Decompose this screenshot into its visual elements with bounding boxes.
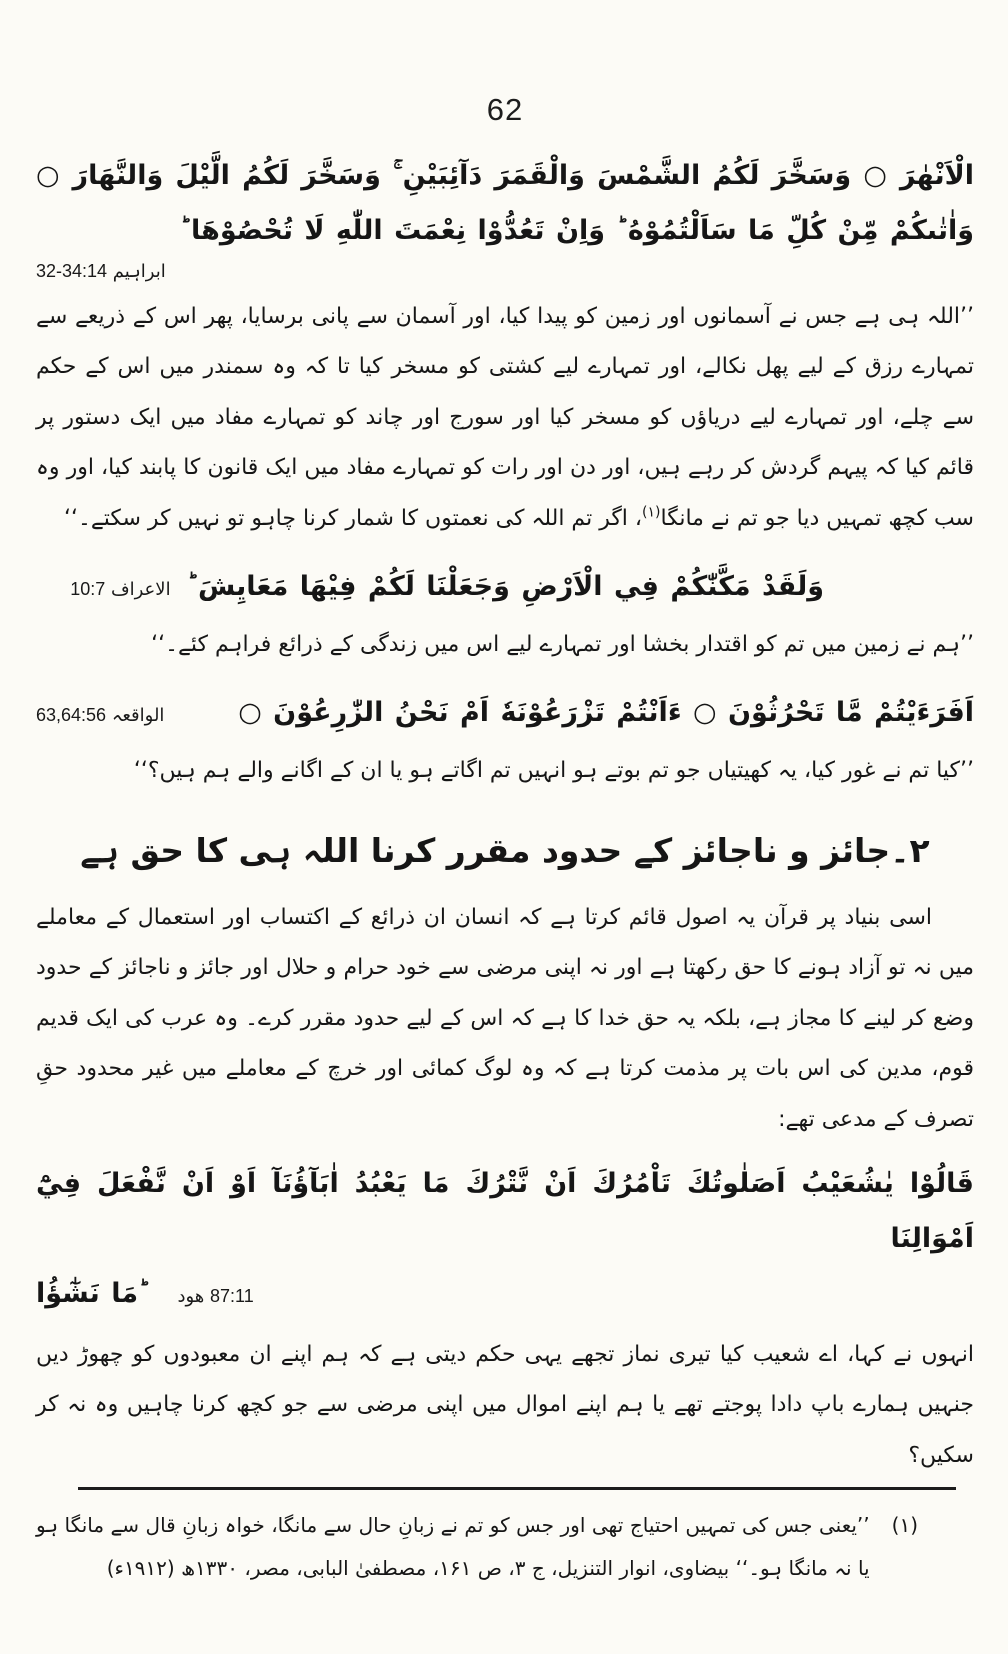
- footnote-marker: (۱): [891, 1513, 918, 1538]
- verse-reference-hud: [177, 1286, 253, 1307]
- reference-number: 87:11: [210, 1286, 254, 1307]
- verse-reference-waqiah: [36, 705, 164, 726]
- footnote-text: ’’یعنی جس کی تمہیں احتیاج تھی اور جس کو تم نے زبانِ حال سے مانگا، خواہ زبانِ قال سے مانگا ہو یا نہ مانگا ہو۔‘‘ بیضاوی، انوار التنزیل، ج ۳، ص ۱۶۱، مصطفیٰ البابی، مصر، ۱۳۳۰ھ (۱۹۱۲ء): [36, 1513, 870, 1581]
- arabic-verse-araf: وَلَقَدْ مَكَّنّٰكُمْ فِي الْاَرْضِ وَجَعَلْنَا لَكُمْ فِيْهَا مَعَايِشَ ؕ: [186, 570, 824, 602]
- page-number: 62: [486, 92, 524, 127]
- arabic-verse-hud-line2: مَا نَشٰٓؤُا ؕ: [36, 1278, 150, 1310]
- verse-reference-ibrahim: [36, 261, 974, 282]
- urdu-translation-waqiah: ’’کیا تم نے غور کیا، یہ کھیتیاں جو تم بوتے ہو انہیں تم اگاتے ہو یا ان کے اگانے والے ہم ہیں؟‘‘: [133, 757, 974, 783]
- verse-line-hud-end: [36, 1266, 974, 1321]
- footnote-reference-mark: (۱): [642, 504, 661, 521]
- verse-line-waqiah: [36, 685, 974, 740]
- reference-number: 32-34:14: [36, 260, 108, 281]
- urdu-translation-araf: ’’ہم نے زمین میں تم کو اقتدار بخشا اور تمہارے لیے اس میں زندگی کے ذرائع فراہم کئے۔‘‘: [151, 632, 974, 657]
- arabic-verse-ibrahim: الْاَنْهٰرَ ○ وَسَخَّرَ لَكُمُ الشَّمْسَ وَالْقَمَرَ دَآئِبَيْنِ ۚ وَسَخَّرَ لَكُمُ الَّيْلَ وَالنَّهَارَ ○ وَاٰتٰىكُمْ مِّنْ كُلِّ مَا سَاَلْتُمُوْهُ ؕ وَاِنْ تَعُدُّوْا نِعْمَتَ اللّٰهِ لَا تُحْصُوْهَا ؕ: [36, 160, 974, 247]
- reference-surah: الاعراف: [110, 578, 171, 600]
- reference-surah: هود: [177, 1286, 205, 1308]
- body-paragraph: اسی بنیاد پر قرآن یہ اصول قائم کرتا ہے کہ انسان ان ذرائع کے اکتساب اور استعمال کے معاملے میں نہ تو آزاد ہونے کا حق رکھتا ہے اور نہ اپنی مرضی سے خود حرام و حلال اور جائز و ناجائز کے حدود وضع کر لینے کا مجاز ہے، بلکہ یہ حق خدا کا ہے کہ اس کے لیے حدود مقرر کرے۔ وہ عرب کی ایک قدیم قوم، مدین کی اس بات پر مذمت کرتا ہے کہ وہ لوگ کمائی اور خرچ کے معاملے میں غیر محدود حقِ تصرف کے مدعی تھے:: [36, 904, 974, 1132]
- quote-block-ibrahim: [36, 148, 974, 551]
- section-heading: ۲۔جائز و ناجائز کے حدود مقرر کرنا اللہ ہی کا حق ہے: [80, 830, 930, 870]
- footnote-1: [36, 1504, 974, 1590]
- urdu-translation-hud: انہوں نے کہا، اے شعیب کیا تیری نماز تجھے یہی حکم دیتی ہے کہ ہم اپنے ان معبودوں کو چھوڑ دیں جنہیں ہمارے باپ دادا پوجتے تھے یا ہم اپنے اموال میں اپنی مرضی سے جو کچھ کرنا چاہیں وہ نہ کر سکیں؟: [36, 1341, 974, 1468]
- footnote-area: [36, 1487, 974, 1590]
- verse-reference-araf: [70, 579, 170, 600]
- arabic-verse-waqiah: اَفَرَءَيْتُمْ مَّا تَحْرُثُوْنَ ○ ءَاَنْتُمْ تَزْرَعُوْنَهٗ اَمْ نَحْنُ الزّٰرِعُوْنَ ○: [238, 696, 974, 728]
- arabic-verse-hud-line1: قَالُوْا يٰشُعَيْبُ اَصَلٰوتُكَ تَاْمُرُكَ اَنْ نَّتْرُكَ مَا يَعْبُدُ اٰبَآؤُنَآ اَوْ اَنْ نَّفْعَلَ فِيْٓ اَمْوَالِنَا: [36, 1167, 974, 1254]
- translation-text-continued: ، اگر تم اللہ کی نعمتوں کا شمار کرنا چاہو تو نہیں کر سکتے۔‘‘: [63, 506, 643, 532]
- quote-block-araf: [36, 551, 974, 677]
- urdu-translation-ibrahim: [36, 292, 974, 545]
- reference-surah: الواقعہ: [111, 704, 165, 726]
- footnote-separator-rule: [78, 1487, 956, 1490]
- reference-surah: ابراہیم: [112, 260, 166, 282]
- reference-number: 10:7: [70, 578, 106, 599]
- quote-block-waqiah: [36, 677, 974, 803]
- translation-text: ’’اللہ ہی ہے جس نے آسمانوں اور زمین کو پیدا کیا، اور آسمان سے پانی برسایا، پھر اس کے ذریعے سے تمہارے رزق کے لیے پھل نکالے، اور تمہارے لیے کشتی کو مسخر کیا تا کہ وہ سمندر میں اس کے حکم سے چلے، اور تمہارے لیے دریاؤں کو مسخر کیا اور سورج اور چاند کو تمہارے مفاد میں ایک دستور پر قائم کیا کہ پیہم گردش کر رہے ہیں، اور دن اور رات کو تمہارے مفاد میں ایک قانون کا پابند کیا، اور وہ سب کچھ تمہیں دیا جو تم نے مانگا: [36, 303, 974, 532]
- quote-block-hud: [36, 1156, 974, 1488]
- reference-number: 63,64:56: [36, 704, 107, 725]
- verse-line-araf: [36, 559, 974, 614]
